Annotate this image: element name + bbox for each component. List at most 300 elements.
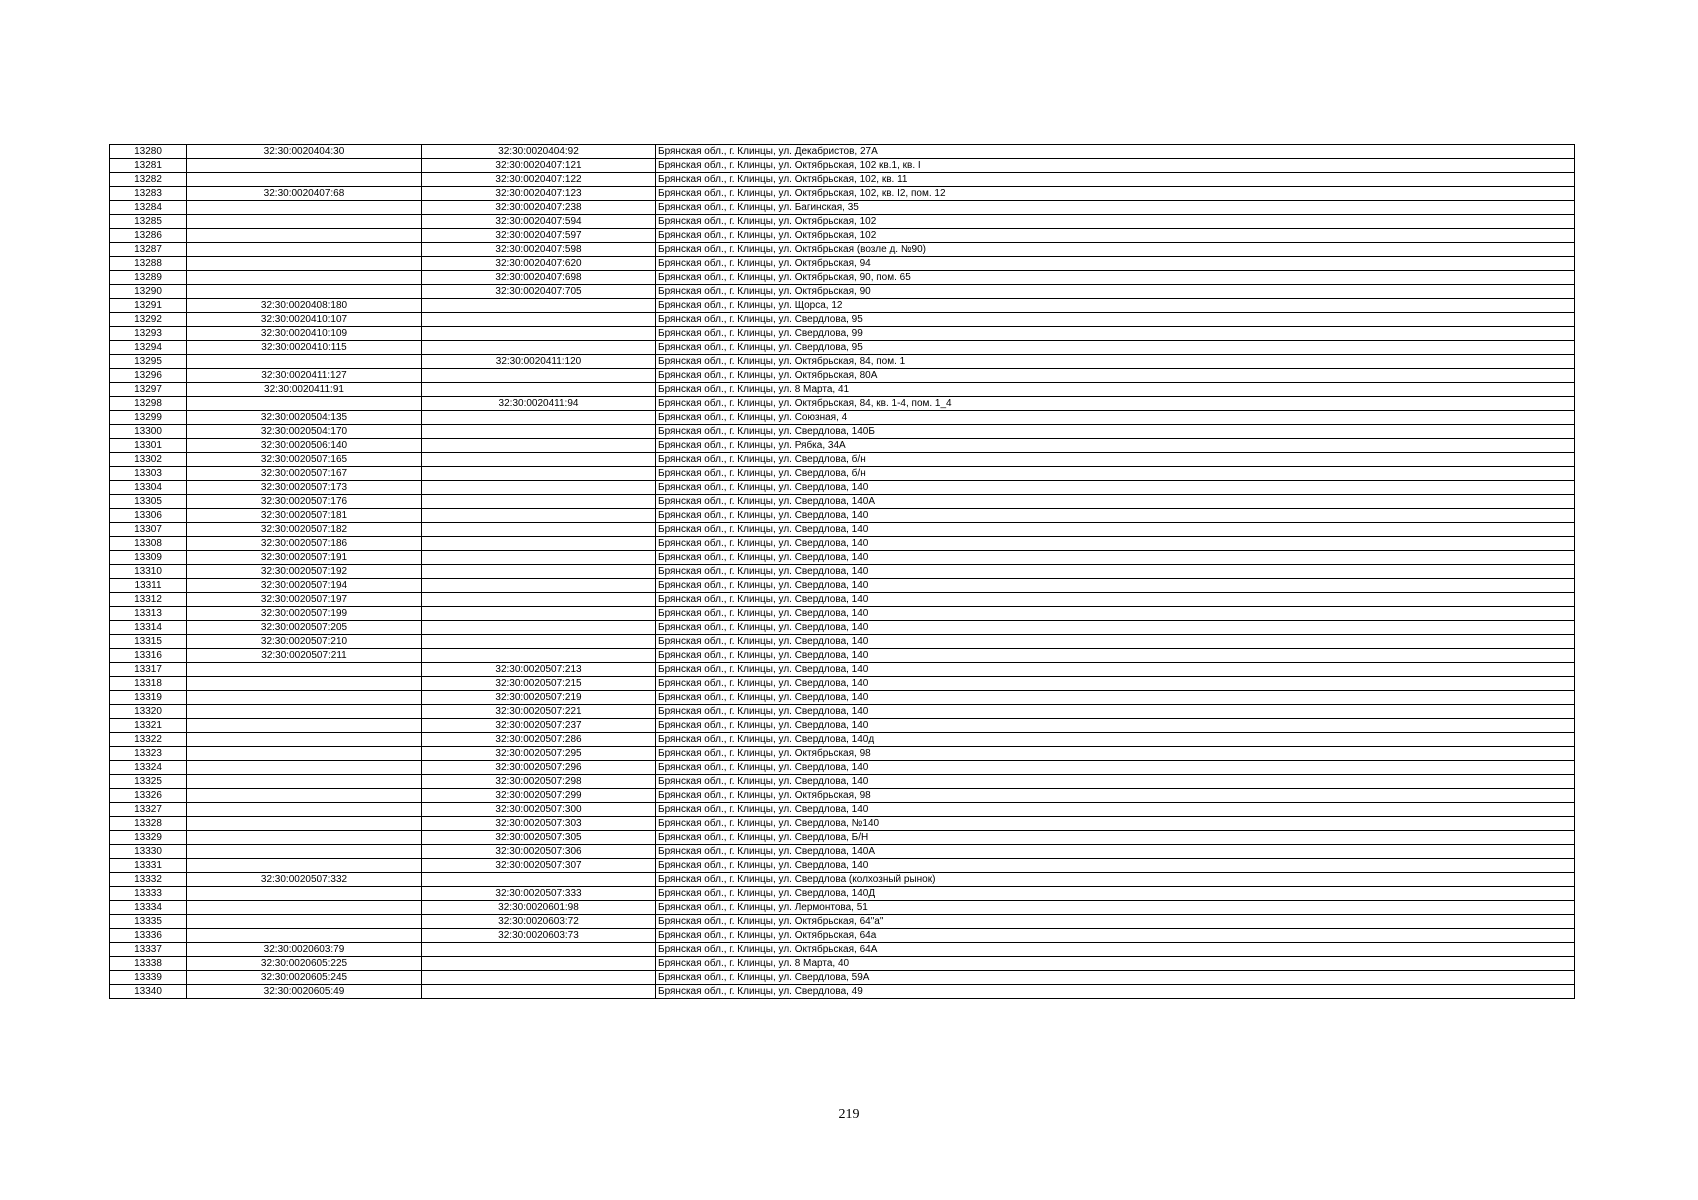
row-number-cell: 13300 <box>110 425 187 439</box>
land-cadastral-number-cell: 32:30:0020507:181 <box>187 509 422 523</box>
table-row <box>110 495 1575 509</box>
object-cadastral-number-cell: 32:30:0020411:120 <box>422 355 656 369</box>
address-cell: Брянская обл., г. Клинцы, ул. Свердлова, 140 <box>656 649 1575 663</box>
row-number-cell: 13327 <box>110 803 187 817</box>
table-row <box>110 593 1575 607</box>
land-cadastral-number-cell: 32:30:0020605:225 <box>187 957 422 971</box>
object-cadastral-number-cell: 32:30:0020507:296 <box>422 761 656 775</box>
table-row <box>110 299 1575 313</box>
object-cadastral-number-cell <box>422 411 656 425</box>
table-row <box>110 551 1575 565</box>
address-cell: Брянская обл., г. Клинцы, ул. Союзная, 4 <box>656 411 1575 425</box>
row-number-cell: 13309 <box>110 551 187 565</box>
row-number-cell: 13301 <box>110 439 187 453</box>
table-row <box>110 943 1575 957</box>
row-number-cell: 13319 <box>110 691 187 705</box>
object-cadastral-number-cell: 32:30:0020507:303 <box>422 817 656 831</box>
row-number-cell: 13314 <box>110 621 187 635</box>
object-cadastral-number-cell <box>422 593 656 607</box>
table-row <box>110 481 1575 495</box>
land-cadastral-number-cell: 32:30:0020507:205 <box>187 621 422 635</box>
object-cadastral-number-cell <box>422 299 656 313</box>
object-cadastral-number-cell: 32:30:0020507:286 <box>422 733 656 747</box>
land-cadastral-number-cell: 32:30:0020504:135 <box>187 411 422 425</box>
address-cell: Брянская обл., г. Клинцы, ул. Свердлова, 140 <box>656 593 1575 607</box>
address-cell: Брянская обл., г. Клинцы, ул. Свердлова, 99 <box>656 327 1575 341</box>
land-cadastral-number-cell: 32:30:0020410:107 <box>187 313 422 327</box>
row-number-cell: 13340 <box>110 985 187 999</box>
object-cadastral-number-cell <box>422 369 656 383</box>
table-row <box>110 355 1575 369</box>
row-number-cell: 13298 <box>110 397 187 411</box>
address-cell: Брянская обл., г. Клинцы, ул. Свердлова, 140 <box>656 481 1575 495</box>
object-cadastral-number-cell <box>422 649 656 663</box>
object-cadastral-number-cell <box>422 579 656 593</box>
row-number-cell: 13331 <box>110 859 187 873</box>
table-row <box>110 887 1575 901</box>
row-number-cell: 13312 <box>110 593 187 607</box>
object-cadastral-number-cell <box>422 943 656 957</box>
object-cadastral-number-cell: 32:30:0020407:705 <box>422 285 656 299</box>
land-cadastral-number-cell <box>187 243 422 257</box>
address-cell: Брянская обл., г. Клинцы, ул. Свердлова, Б/Н <box>656 831 1575 845</box>
row-number-cell: 13332 <box>110 873 187 887</box>
object-cadastral-number-cell <box>422 313 656 327</box>
object-cadastral-number-cell <box>422 481 656 495</box>
land-cadastral-number-cell <box>187 761 422 775</box>
table-row <box>110 285 1575 299</box>
object-cadastral-number-cell <box>422 509 656 523</box>
object-cadastral-number-cell <box>422 425 656 439</box>
land-cadastral-number-cell <box>187 705 422 719</box>
row-number-cell: 13304 <box>110 481 187 495</box>
land-cadastral-number-cell: 32:30:0020507:210 <box>187 635 422 649</box>
land-cadastral-number-cell <box>187 201 422 215</box>
object-cadastral-number-cell <box>422 327 656 341</box>
address-cell: Брянская обл., г. Клинцы, ул. Октябрьская, 64"а" <box>656 915 1575 929</box>
table-row <box>110 663 1575 677</box>
object-cadastral-number-cell: 32:30:0020507:333 <box>422 887 656 901</box>
land-cadastral-number-cell <box>187 257 422 271</box>
address-cell: Брянская обл., г. Клинцы, ул. 8 Марта, 40 <box>656 957 1575 971</box>
row-number-cell: 13311 <box>110 579 187 593</box>
row-number-cell: 13335 <box>110 915 187 929</box>
row-number-cell: 13294 <box>110 341 187 355</box>
land-cadastral-number-cell: 32:30:0020603:79 <box>187 943 422 957</box>
row-number-cell: 13308 <box>110 537 187 551</box>
table-row <box>110 901 1575 915</box>
row-number-cell: 13283 <box>110 187 187 201</box>
row-number-cell: 13336 <box>110 929 187 943</box>
land-cadastral-number-cell: 32:30:0020506:140 <box>187 439 422 453</box>
address-cell: Брянская обл., г. Клинцы, ул. Октябрьская, 90 <box>656 285 1575 299</box>
table-row <box>110 523 1575 537</box>
table-row <box>110 929 1575 943</box>
address-cell: Брянская обл., г. Клинцы, ул. Свердлова, 140А <box>656 845 1575 859</box>
table-row <box>110 313 1575 327</box>
object-cadastral-number-cell <box>422 467 656 481</box>
address-cell: Брянская обл., г. Клинцы, ул. Октябрьская (возле д. №90) <box>656 243 1575 257</box>
address-cell: Брянская обл., г. Клинцы, ул. Свердлова, 140 <box>656 705 1575 719</box>
object-cadastral-number-cell: 32:30:0020407:238 <box>422 201 656 215</box>
object-cadastral-number-cell: 32:30:0020507:300 <box>422 803 656 817</box>
row-number-cell: 13285 <box>110 215 187 229</box>
land-cadastral-number-cell <box>187 285 422 299</box>
address-cell: Брянская обл., г. Клинцы, ул. Свердлова, 140 <box>656 551 1575 565</box>
address-cell: Брянская обл., г. Клинцы, ул. Декабристов, 27А <box>656 145 1575 159</box>
registry-table <box>109 144 1575 999</box>
land-cadastral-number-cell <box>187 817 422 831</box>
row-number-cell: 13284 <box>110 201 187 215</box>
address-cell: Брянская обл., г. Клинцы, ул. Свердлова, 140 <box>656 523 1575 537</box>
table-row <box>110 985 1575 999</box>
address-cell: Брянская обл., г. Клинцы, ул. Свердлова, 140 <box>656 677 1575 691</box>
address-cell: Брянская обл., г. Клинцы, ул. Свердлова, 140Д <box>656 887 1575 901</box>
address-cell: Брянская обл., г. Клинцы, ул. Октябрьская, 84, кв. 1-4, пом. 1_4 <box>656 397 1575 411</box>
land-cadastral-number-cell: 32:30:0020507:199 <box>187 607 422 621</box>
row-number-cell: 13318 <box>110 677 187 691</box>
land-cadastral-number-cell: 32:30:0020605:49 <box>187 985 422 999</box>
table-row <box>110 187 1575 201</box>
object-cadastral-number-cell: 32:30:0020407:620 <box>422 257 656 271</box>
table-row <box>110 677 1575 691</box>
table-row <box>110 173 1575 187</box>
object-cadastral-number-cell: 32:30:0020407:597 <box>422 229 656 243</box>
address-cell: Брянская обл., г. Клинцы, ул. Октябрьская, 102, кв. I2, пом. 12 <box>656 187 1575 201</box>
table-row <box>110 537 1575 551</box>
land-cadastral-number-cell: 32:30:0020407:68 <box>187 187 422 201</box>
table-row <box>110 397 1575 411</box>
address-cell: Брянская обл., г. Клинцы, ул. Свердлова, 140 <box>656 859 1575 873</box>
land-cadastral-number-cell <box>187 271 422 285</box>
table-row <box>110 691 1575 705</box>
object-cadastral-number-cell <box>422 985 656 999</box>
object-cadastral-number-cell <box>422 453 656 467</box>
object-cadastral-number-cell: 32:30:0020507:306 <box>422 845 656 859</box>
address-cell: Брянская обл., г. Клинцы, ул. Октябрьская, 98 <box>656 747 1575 761</box>
table-row <box>110 383 1575 397</box>
table-row <box>110 859 1575 873</box>
object-cadastral-number-cell: 32:30:0020507:221 <box>422 705 656 719</box>
land-cadastral-number-cell: 32:30:0020507:165 <box>187 453 422 467</box>
row-number-cell: 13302 <box>110 453 187 467</box>
land-cadastral-number-cell: 32:30:0020507:197 <box>187 593 422 607</box>
row-number-cell: 13286 <box>110 229 187 243</box>
land-cadastral-number-cell: 32:30:0020507:192 <box>187 565 422 579</box>
table-row <box>110 243 1575 257</box>
table-row <box>110 957 1575 971</box>
row-number-cell: 13324 <box>110 761 187 775</box>
address-cell: Брянская обл., г. Клинцы, ул. Октябрьская, 102 кв.1, кв. I <box>656 159 1575 173</box>
registry-table-body <box>110 145 1575 999</box>
object-cadastral-number-cell <box>422 523 656 537</box>
object-cadastral-number-cell: 32:30:0020601:98 <box>422 901 656 915</box>
address-cell: Брянская обл., г. Клинцы, ул. Свердлова, 140А <box>656 495 1575 509</box>
object-cadastral-number-cell <box>422 971 656 985</box>
address-cell: Брянская обл., г. Клинцы, ул. Щорса, 12 <box>656 299 1575 313</box>
land-cadastral-number-cell <box>187 845 422 859</box>
table-row <box>110 635 1575 649</box>
table-row <box>110 873 1575 887</box>
table-row <box>110 271 1575 285</box>
land-cadastral-number-cell <box>187 691 422 705</box>
table-row <box>110 369 1575 383</box>
address-cell: Брянская обл., г. Клинцы, ул. Рябка, 34А <box>656 439 1575 453</box>
table-row <box>110 803 1575 817</box>
land-cadastral-number-cell: 32:30:0020507:194 <box>187 579 422 593</box>
table-row <box>110 621 1575 635</box>
row-number-cell: 13334 <box>110 901 187 915</box>
address-cell: Брянская обл., г. Клинцы, ул. Свердлова, 140 <box>656 635 1575 649</box>
address-cell: Брянская обл., г. Клинцы, ул. Октябрьская, 90, пом. 65 <box>656 271 1575 285</box>
row-number-cell: 13321 <box>110 719 187 733</box>
address-cell: Брянская обл., г. Клинцы, ул. Лермонтова, 51 <box>656 901 1575 915</box>
object-cadastral-number-cell: 32:30:0020407:123 <box>422 187 656 201</box>
row-number-cell: 13280 <box>110 145 187 159</box>
object-cadastral-number-cell: 32:30:0020507:213 <box>422 663 656 677</box>
land-cadastral-number-cell <box>187 775 422 789</box>
table-row <box>110 971 1575 985</box>
land-cadastral-number-cell <box>187 719 422 733</box>
table-row <box>110 817 1575 831</box>
table-row <box>110 509 1575 523</box>
land-cadastral-number-cell <box>187 173 422 187</box>
row-number-cell: 13282 <box>110 173 187 187</box>
row-number-cell: 13306 <box>110 509 187 523</box>
row-number-cell: 13299 <box>110 411 187 425</box>
land-cadastral-number-cell <box>187 789 422 803</box>
address-cell: Брянская обл., г. Клинцы, ул. Свердлова, 140 <box>656 719 1575 733</box>
object-cadastral-number-cell: 32:30:0020507:215 <box>422 677 656 691</box>
land-cadastral-number-cell: 32:30:0020411:91 <box>187 383 422 397</box>
address-cell: Брянская обл., г. Клинцы, ул. Свердлова, 59А <box>656 971 1575 985</box>
land-cadastral-number-cell: 32:30:0020410:115 <box>187 341 422 355</box>
row-number-cell: 13313 <box>110 607 187 621</box>
table-row <box>110 831 1575 845</box>
object-cadastral-number-cell <box>422 495 656 509</box>
row-number-cell: 13326 <box>110 789 187 803</box>
address-cell: Брянская обл., г. Клинцы, ул. Октябрьская, 64А <box>656 943 1575 957</box>
row-number-cell: 13338 <box>110 957 187 971</box>
table-row <box>110 915 1575 929</box>
address-cell: Брянская обл., г. Клинцы, ул. Свердлова, 140 <box>656 663 1575 677</box>
row-number-cell: 13288 <box>110 257 187 271</box>
object-cadastral-number-cell: 32:30:0020507:219 <box>422 691 656 705</box>
row-number-cell: 13330 <box>110 845 187 859</box>
land-cadastral-number-cell <box>187 859 422 873</box>
land-cadastral-number-cell: 32:30:0020605:245 <box>187 971 422 985</box>
land-cadastral-number-cell: 32:30:0020507:211 <box>187 649 422 663</box>
object-cadastral-number-cell: 32:30:0020407:594 <box>422 215 656 229</box>
land-cadastral-number-cell <box>187 747 422 761</box>
land-cadastral-number-cell <box>187 831 422 845</box>
row-number-cell: 13325 <box>110 775 187 789</box>
row-number-cell: 13289 <box>110 271 187 285</box>
land-cadastral-number-cell: 32:30:0020507:167 <box>187 467 422 481</box>
address-cell: Брянская обл., г. Клинцы, ул. Свердлова (колхозный рынок) <box>656 873 1575 887</box>
address-cell: Брянская обл., г. Клинцы, ул. Октябрьская, 98 <box>656 789 1575 803</box>
row-number-cell: 13339 <box>110 971 187 985</box>
table-row <box>110 327 1575 341</box>
table-row <box>110 201 1575 215</box>
land-cadastral-number-cell: 32:30:0020408:180 <box>187 299 422 313</box>
address-cell: Брянская обл., г. Клинцы, ул. Свердлова, 140 <box>656 775 1575 789</box>
object-cadastral-number-cell <box>422 537 656 551</box>
table-row <box>110 439 1575 453</box>
object-cadastral-number-cell: 32:30:0020404:92 <box>422 145 656 159</box>
row-number-cell: 13291 <box>110 299 187 313</box>
land-cadastral-number-cell <box>187 803 422 817</box>
row-number-cell: 13328 <box>110 817 187 831</box>
table-row <box>110 719 1575 733</box>
land-cadastral-number-cell <box>187 397 422 411</box>
object-cadastral-number-cell <box>422 383 656 397</box>
object-cadastral-number-cell: 32:30:0020507:295 <box>422 747 656 761</box>
table-row <box>110 845 1575 859</box>
address-cell: Брянская обл., г. Клинцы, ул. Свердлова, 140 <box>656 691 1575 705</box>
address-cell: Брянская обл., г. Клинцы, ул. Свердлова, 140д <box>656 733 1575 747</box>
row-number-cell: 13316 <box>110 649 187 663</box>
table-row <box>110 607 1575 621</box>
object-cadastral-number-cell: 32:30:0020507:299 <box>422 789 656 803</box>
row-number-cell: 13329 <box>110 831 187 845</box>
land-cadastral-number-cell <box>187 901 422 915</box>
row-number-cell: 13317 <box>110 663 187 677</box>
address-cell: Брянская обл., г. Клинцы, ул. Свердлова, 49 <box>656 985 1575 999</box>
table-row <box>110 467 1575 481</box>
address-cell: Брянская обл., г. Клинцы, ул. Октябрьская, 102 <box>656 229 1575 243</box>
row-number-cell: 13323 <box>110 747 187 761</box>
object-cadastral-number-cell: 32:30:0020407:598 <box>422 243 656 257</box>
object-cadastral-number-cell: 32:30:0020507:305 <box>422 831 656 845</box>
land-cadastral-number-cell <box>187 355 422 369</box>
object-cadastral-number-cell: 32:30:0020407:122 <box>422 173 656 187</box>
land-cadastral-number-cell <box>187 733 422 747</box>
land-cadastral-number-cell: 32:30:0020507:186 <box>187 537 422 551</box>
object-cadastral-number-cell <box>422 607 656 621</box>
row-number-cell: 13333 <box>110 887 187 901</box>
table-row <box>110 775 1575 789</box>
address-cell: Брянская обл., г. Клинцы, ул. Свердлова, 140 <box>656 607 1575 621</box>
row-number-cell: 13303 <box>110 467 187 481</box>
land-cadastral-number-cell <box>187 229 422 243</box>
page-number: 219 <box>838 1107 860 1122</box>
land-cadastral-number-cell <box>187 677 422 691</box>
land-cadastral-number-cell: 32:30:0020507:332 <box>187 873 422 887</box>
table-row <box>110 705 1575 719</box>
land-cadastral-number-cell <box>187 887 422 901</box>
land-cadastral-number-cell: 32:30:0020507:191 <box>187 551 422 565</box>
table-row <box>110 733 1575 747</box>
row-number-cell: 13320 <box>110 705 187 719</box>
object-cadastral-number-cell: 32:30:0020411:94 <box>422 397 656 411</box>
table-row <box>110 747 1575 761</box>
land-cadastral-number-cell: 32:30:0020410:109 <box>187 327 422 341</box>
table-row <box>110 579 1575 593</box>
land-cadastral-number-cell <box>187 915 422 929</box>
address-cell: Брянская обл., г. Клинцы, ул. Свердлова, 95 <box>656 313 1575 327</box>
row-number-cell: 13310 <box>110 565 187 579</box>
address-cell: Брянская обл., г. Клинцы, ул. Октябрьская, 80А <box>656 369 1575 383</box>
row-number-cell: 13290 <box>110 285 187 299</box>
row-number-cell: 13315 <box>110 635 187 649</box>
row-number-cell: 13287 <box>110 243 187 257</box>
address-cell: Брянская обл., г. Клинцы, ул. Октябрьская, 102 <box>656 215 1575 229</box>
address-cell: Брянская обл., г. Клинцы, ул. Свердлова, №140 <box>656 817 1575 831</box>
table-row <box>110 341 1575 355</box>
row-number-cell: 13297 <box>110 383 187 397</box>
object-cadastral-number-cell <box>422 873 656 887</box>
table-row <box>110 761 1575 775</box>
row-number-cell: 13307 <box>110 523 187 537</box>
row-number-cell: 13292 <box>110 313 187 327</box>
address-cell: Брянская обл., г. Клинцы, ул. Свердлова, 140 <box>656 579 1575 593</box>
address-cell: Брянская обл., г. Клинцы, ул. Октябрьская, 64а <box>656 929 1575 943</box>
address-cell: Брянская обл., г. Клинцы, ул. Багинская, 35 <box>656 201 1575 215</box>
row-number-cell: 13322 <box>110 733 187 747</box>
table-row <box>110 789 1575 803</box>
land-cadastral-number-cell: 32:30:0020411:127 <box>187 369 422 383</box>
table-row <box>110 565 1575 579</box>
land-cadastral-number-cell: 32:30:0020507:173 <box>187 481 422 495</box>
table-row <box>110 145 1575 159</box>
table-row <box>110 229 1575 243</box>
object-cadastral-number-cell <box>422 635 656 649</box>
object-cadastral-number-cell <box>422 957 656 971</box>
table-row <box>110 257 1575 271</box>
address-cell: Брянская обл., г. Клинцы, ул. Свердлова, 140 <box>656 565 1575 579</box>
row-number-cell: 13305 <box>110 495 187 509</box>
row-number-cell: 13293 <box>110 327 187 341</box>
object-cadastral-number-cell <box>422 551 656 565</box>
row-number-cell: 13337 <box>110 943 187 957</box>
land-cadastral-number-cell: 32:30:0020507:176 <box>187 495 422 509</box>
object-cadastral-number-cell: 32:30:0020407:698 <box>422 271 656 285</box>
land-cadastral-number-cell: 32:30:0020404:30 <box>187 145 422 159</box>
object-cadastral-number-cell <box>422 621 656 635</box>
object-cadastral-number-cell <box>422 565 656 579</box>
table-row <box>110 453 1575 467</box>
address-cell: Брянская обл., г. Клинцы, ул. Свердлова, 140 <box>656 803 1575 817</box>
object-cadastral-number-cell <box>422 341 656 355</box>
object-cadastral-number-cell: 32:30:0020507:237 <box>422 719 656 733</box>
table-row <box>110 425 1575 439</box>
object-cadastral-number-cell: 32:30:0020407:121 <box>422 159 656 173</box>
address-cell: Брянская обл., г. Клинцы, ул. Свердлова, 140 <box>656 761 1575 775</box>
object-cadastral-number-cell: 32:30:0020603:72 <box>422 915 656 929</box>
address-cell: Брянская обл., г. Клинцы, ул. Свердлова, 140 <box>656 621 1575 635</box>
address-cell: Брянская обл., г. Клинцы, ул. Свердлова, 140Б <box>656 425 1575 439</box>
land-cadastral-number-cell <box>187 663 422 677</box>
table-row <box>110 411 1575 425</box>
row-number-cell: 13281 <box>110 159 187 173</box>
object-cadastral-number-cell: 32:30:0020507:298 <box>422 775 656 789</box>
row-number-cell: 13296 <box>110 369 187 383</box>
address-cell: Брянская обл., г. Клинцы, ул. 8 Марта, 41 <box>656 383 1575 397</box>
address-cell: Брянская обл., г. Клинцы, ул. Октябрьская, 94 <box>656 257 1575 271</box>
object-cadastral-number-cell <box>422 439 656 453</box>
address-cell: Брянская обл., г. Клинцы, ул. Октябрьская, 102, кв. 11 <box>656 173 1575 187</box>
land-cadastral-number-cell <box>187 215 422 229</box>
row-number-cell: 13295 <box>110 355 187 369</box>
address-cell: Брянская обл., г. Клинцы, ул. Свердлова, б/н <box>656 467 1575 481</box>
land-cadastral-number-cell <box>187 929 422 943</box>
address-cell: Брянская обл., г. Клинцы, ул. Свердлова, 140 <box>656 537 1575 551</box>
address-cell: Брянская обл., г. Клинцы, ул. Октябрьская, 84, пом. 1 <box>656 355 1575 369</box>
land-cadastral-number-cell: 32:30:0020504:170 <box>187 425 422 439</box>
address-cell: Брянская обл., г. Клинцы, ул. Свердлова, 140 <box>656 509 1575 523</box>
address-cell: Брянская обл., г. Клинцы, ул. Свердлова, 95 <box>656 341 1575 355</box>
